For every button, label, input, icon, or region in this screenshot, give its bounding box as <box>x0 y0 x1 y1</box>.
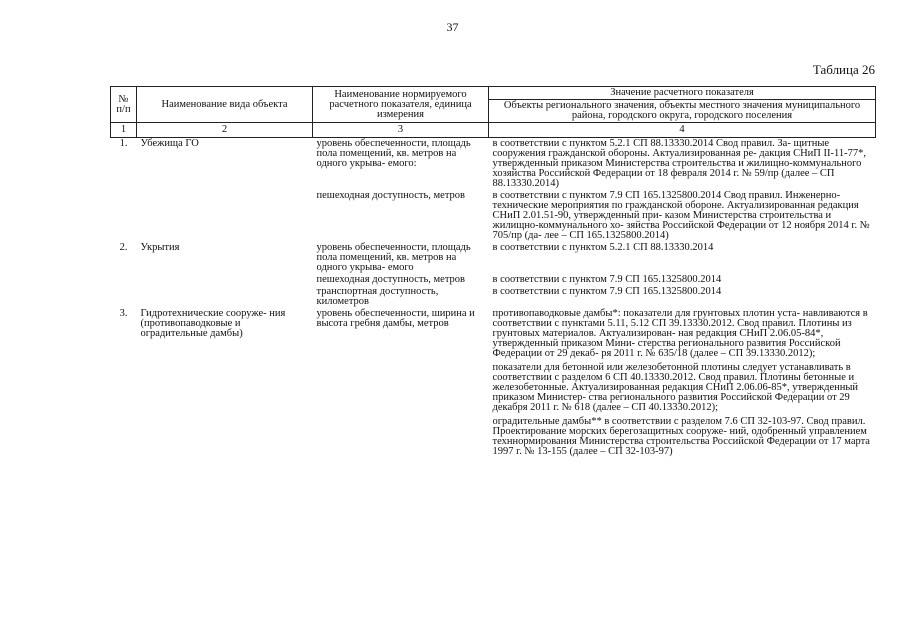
table-row <box>111 308 876 458</box>
indicator-value <box>489 138 876 191</box>
indicator-value <box>489 286 876 308</box>
row-number: 1. <box>119 138 128 149</box>
header-col-indicator: Наименование нормируемого расчетного показателя, единица измерения <box>313 87 489 123</box>
row-number: 3. <box>119 308 128 319</box>
object-type-name: Гидротехнические сооруже- ния (противопаводковые и оградительные дамбы) <box>140 308 286 339</box>
indicator-value <box>489 242 876 274</box>
column-number: 1 <box>111 123 137 138</box>
indicator-name: пешеходная доступность, метров <box>316 274 465 285</box>
header-col-name: Наименование вида объекта <box>137 87 313 123</box>
table-header <box>111 87 876 123</box>
norms-table <box>110 86 876 458</box>
table-row <box>111 138 876 191</box>
indicator-name: уровень обеспеченности, площадь пола помещений, кв. метров на одного укрыва- емого: <box>316 138 471 169</box>
object-type-name: Укрытия <box>140 242 180 253</box>
value-paragraph: противопаводковые дамбы*: показатели для грунтовых плотин уста- навливаются в соответствии с пунктами 5.11, 5.12 СП 39.13330.2012. Свод правил. Плотины из грунтовых материалов. Актуализирован- ная редакция СНиП 2.06.05-84*, утвержденный приказом Мини- стерства регионального развития Российской Федерации от 29 декаб- ря 2011 г. № 635/18 (далее – СП 39.13330.2012); <box>492 308 868 359</box>
table-title: Таблица 26 <box>812 62 875 77</box>
header-col-num: № п/п <box>111 87 137 123</box>
value-paragraph: в соответствии с пунктом 7.9 СП 165.1325800.2014 <box>492 274 722 285</box>
page-number: 37 <box>446 20 459 34</box>
indicator-name: транспортная доступность, километров <box>316 286 439 307</box>
value-paragraph: в соответствии с пунктом 7.9 СП 165.1325800.2014 <box>492 286 722 297</box>
indicator-value <box>489 274 876 286</box>
object-type-name: Убежища ГО <box>140 138 199 149</box>
row-number: 2. <box>119 242 128 253</box>
value-paragraph: оградительные дамбы** в соответствии с разделом 7.6 СП 32-103-97. Свод правил. Проектирование морских берегозащитных сооруже- ний, одобренный управлением техннормирования Министерства строительства Российской Федерации от 17 марта 1997 г. № 13-155 (далее – СП 32-103-97) <box>492 416 870 457</box>
indicator-name: уровень обеспеченности, ширина и высота гребня дамбы, метров <box>316 308 475 329</box>
indicator-name: пешеходная доступность, метров <box>316 190 465 201</box>
indicator-value <box>489 308 876 458</box>
table-row <box>111 242 876 274</box>
value-paragraph: в соответствии с пунктом 5.2.1 СП 88.13330.2014 <box>492 242 714 253</box>
column-number: 3 <box>313 123 489 138</box>
header-col-value: Значение расчетного показателя <box>489 87 876 100</box>
value-paragraph: в соответствии с пунктом 5.2.1 СП 88.13330.2014 Свод правил. За- щитные сооружения гражданской обороны. Актуализированная ре- дакция СНиП II-11-77*, утвержденный приказом Министерства строительства и жилищно-коммунального хозяйства Российской Федерации от 18 февраля 2014 г. № 59/пр (далее – СП 88.13330.2014) <box>492 138 866 189</box>
value-paragraph: в соответствии с пунктом 7.9 СП 165.1325800.2014 Свод правил. Инженерно-технические мероприятия по гражданской обороне. Актуализированная редакция СНиП 2.01.51-90, утвержденный при- казом Министерства строительства и жилищно-коммунального хо- зяйства Российской Федерации от 12 ноября 2014 г. № 705/пр (да- лее – СП 165.1325800.2014) <box>492 190 870 241</box>
indicator-value <box>489 190 876 242</box>
column-number: 4 <box>489 123 876 138</box>
indicator-name: уровень обеспеченности, площадь пола помещений, кв. метров на одного укрыва- емого <box>316 242 471 273</box>
table-body <box>111 138 876 459</box>
header-col-value-sub: Объекты регионального значения, объекты местного значения муниципального района, городского округа, городского поселения <box>489 100 876 123</box>
column-number: 2 <box>137 123 313 138</box>
value-paragraph: показатели для бетонной или железобетонной плотины следует устанавливать в соответствии с разделом 6 СП 40.13330.2012. Свод правил. Плотины бетонные и железобетонные. Актуализированная редакция СНиП 2.06.06-85*, утвержденный приказом Министер- ства регионального развития Российской Федерации от 29 декабря 2011 г. № 618 (далее – СП 40.13330.2012); <box>492 362 859 413</box>
column-number-row <box>111 123 876 138</box>
